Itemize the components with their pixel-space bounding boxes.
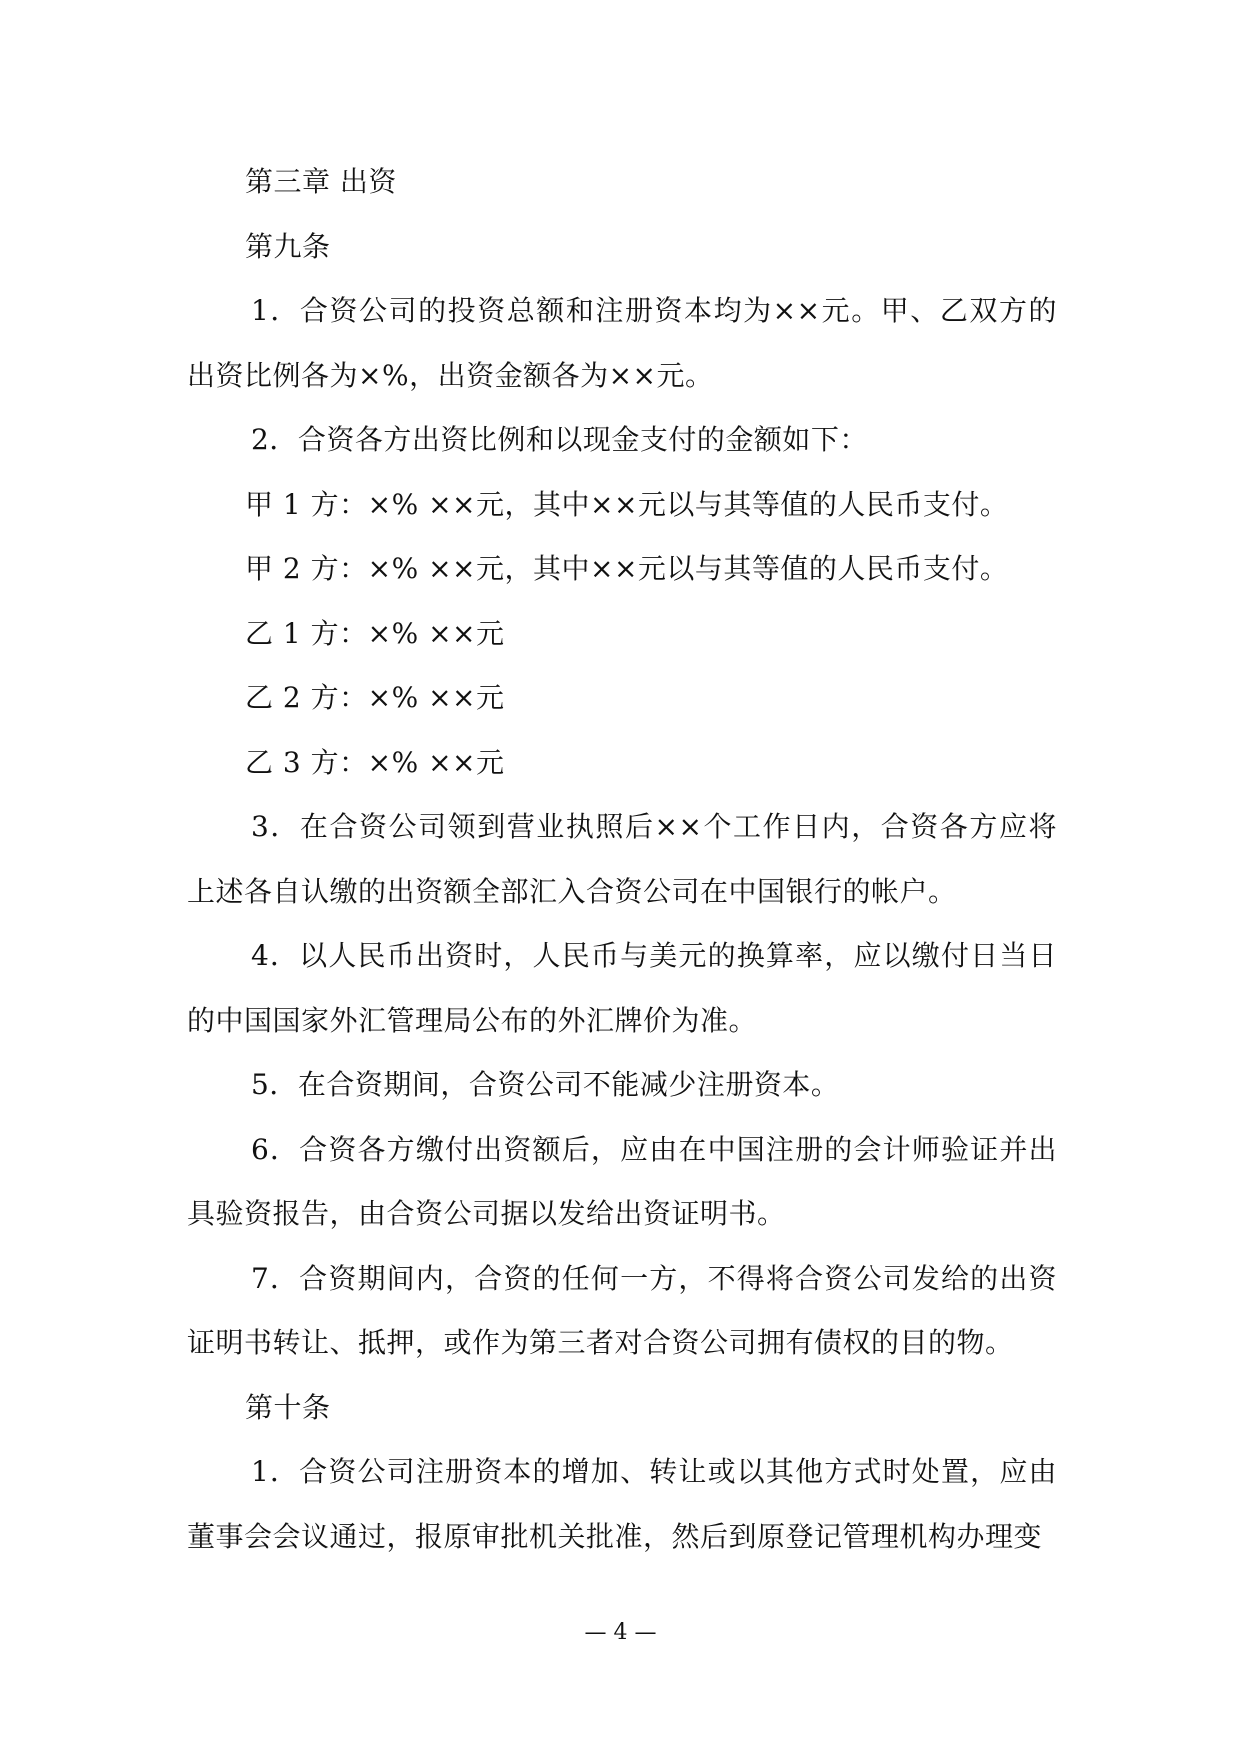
party-jia-2: 甲 2 方：×% ××元，其中××元以与其等值的人民币支付。 bbox=[245, 552, 1009, 585]
article-9-title: 第九条 bbox=[245, 229, 331, 263]
party-yi-2: 乙 2 方：×% ××元 bbox=[245, 681, 505, 714]
article-9-item-4-line-2: 的中国国家外汇管理局公布的外汇牌价为准。 bbox=[187, 1003, 758, 1037]
article-9-item-5: 5．在合资期间，合资公司不能减少注册资本。 bbox=[251, 1068, 840, 1101]
article-9-item-7-line-1: 7．合资期间内，合资的任何一方，不得将合资公司发给的出资 bbox=[251, 1261, 1057, 1295]
article-9-item-7-line-2: 证明书转让、抵押，或作为第三者对合资公司拥有债权的目的物。 bbox=[187, 1326, 1014, 1359]
article-9-item-3-line-1: 3．在合资公司领到营业执照后××个工作日内，合资各方应将 bbox=[251, 810, 1057, 843]
article-9-item-1-line-2: 出资比例各为×%，出资金额各为××元。 bbox=[187, 358, 714, 392]
party-jia-1: 甲 1 方：×% ××元，其中××元以与其等值的人民币支付。 bbox=[245, 487, 1009, 521]
document-body bbox=[187, 150, 1057, 1569]
party-yi-1: 乙 1 方：×% ××元 bbox=[245, 616, 505, 650]
article-10-item-1-line-2: 董事会会议通过，报原审批机关批准，然后到原登记管理机构办理变 bbox=[187, 1519, 1043, 1553]
party-yi-3: 乙 3 方：×% ××元 bbox=[245, 745, 505, 779]
article-10-item-1-line-1: 1．合资公司注册资本的增加、转让或以其他方式时处置，应由 bbox=[251, 1455, 1057, 1488]
article-9-item-2: 2．合资各方出资比例和以现金支付的金额如下： bbox=[251, 423, 868, 456]
page-number: — 4 — bbox=[584, 1620, 657, 1645]
article-9-item-3-line-2: 上述各自认缴的出资额全部汇入合资公司在中国银行的帐户。 bbox=[187, 874, 957, 908]
article-9-item-6-line-2: 具验资报告，由合资公司据以发给出资证明书。 bbox=[187, 1197, 786, 1230]
article-9-item-4-line-1: 4．以人民币出资时，人民币与美元的换算率，应以缴付日当日 bbox=[251, 939, 1057, 972]
article-9-item-6-line-1: 6．合资各方缴付出资额后，应由在中国注册的会计师验证并出 bbox=[251, 1132, 1057, 1166]
article-9-item-1-line-1: 1．合资公司的投资总额和注册资本均为××元。甲、乙双方的 bbox=[251, 294, 1057, 327]
chapter-heading: 第三章 出资 bbox=[245, 165, 397, 198]
article-10-title: 第十条 bbox=[245, 1390, 331, 1424]
